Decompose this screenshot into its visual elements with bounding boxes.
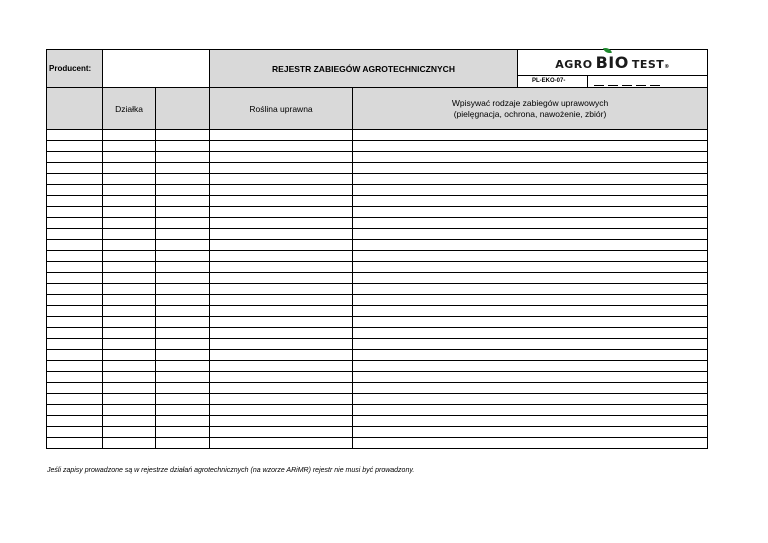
cell-crop[interactable]: [210, 174, 353, 185]
cell-treatment[interactable]: [353, 361, 708, 372]
cell-extra[interactable]: [156, 295, 210, 306]
table-row: [47, 130, 708, 141]
cell-date[interactable]: [47, 251, 103, 262]
cell-treatment[interactable]: [353, 240, 708, 251]
cell-date[interactable]: [47, 152, 103, 163]
table-row: [47, 218, 708, 229]
cell-plot[interactable]: [103, 372, 156, 383]
cell-treatment[interactable]: [353, 163, 708, 174]
cell-treatment[interactable]: [353, 295, 708, 306]
cell-extra[interactable]: [156, 427, 210, 438]
header-row: [47, 50, 708, 88]
cell-crop[interactable]: [210, 185, 353, 196]
cell-date[interactable]: [47, 185, 103, 196]
cell-date[interactable]: [47, 306, 103, 317]
register-table: [46, 49, 708, 449]
cell-extra[interactable]: [156, 185, 210, 196]
cell-treatment[interactable]: [353, 328, 708, 339]
cell-date[interactable]: [47, 339, 103, 350]
cell-extra[interactable]: [156, 383, 210, 394]
cell-crop[interactable]: [210, 328, 353, 339]
table-row: [47, 284, 708, 295]
cell-treatment[interactable]: [353, 207, 708, 218]
cell-treatment[interactable]: [353, 251, 708, 262]
cell-treatment[interactable]: [353, 273, 708, 284]
table-row: [47, 229, 708, 240]
producer-label: Producent:: [47, 50, 103, 88]
cell-extra[interactable]: [156, 284, 210, 295]
cell-extra[interactable]: [156, 218, 210, 229]
cell-crop[interactable]: [210, 427, 353, 438]
cell-plot[interactable]: [103, 394, 156, 405]
cell-treatment[interactable]: [353, 262, 708, 273]
cell-crop[interactable]: [210, 218, 353, 229]
cell-extra[interactable]: [156, 141, 210, 152]
cell-extra[interactable]: [156, 306, 210, 317]
table-row: [47, 350, 708, 361]
table-row: [47, 306, 708, 317]
cell-extra[interactable]: [156, 240, 210, 251]
cell-treatment[interactable]: [353, 306, 708, 317]
cell-crop[interactable]: [210, 141, 353, 152]
cell-plot[interactable]: [103, 251, 156, 262]
cell-plot[interactable]: [103, 350, 156, 361]
table-row: [47, 163, 708, 174]
cell-extra[interactable]: [156, 163, 210, 174]
register-form: [46, 49, 707, 449]
table-row: [47, 240, 708, 251]
cell-extra[interactable]: [156, 174, 210, 185]
table-row: [47, 196, 708, 207]
cell-treatment[interactable]: [353, 196, 708, 207]
cell-extra[interactable]: [156, 394, 210, 405]
cell-treatment[interactable]: [353, 284, 708, 295]
cell-date[interactable]: [47, 174, 103, 185]
table-row: [47, 174, 708, 185]
cell-treatment[interactable]: [353, 141, 708, 152]
column-header-plot: Działka: [103, 88, 156, 130]
cell-crop[interactable]: [210, 273, 353, 284]
table-row: [47, 372, 708, 383]
cell-plot[interactable]: [103, 240, 156, 251]
table-row: [47, 383, 708, 394]
cell-plot[interactable]: [103, 383, 156, 394]
cell-plot[interactable]: [103, 163, 156, 174]
logo-agro-text: AGRO: [555, 58, 593, 71]
cell-crop[interactable]: [210, 163, 353, 174]
cell-plot[interactable]: [103, 339, 156, 350]
cell-date[interactable]: [47, 262, 103, 273]
cell-plot[interactable]: [103, 284, 156, 295]
cell-date[interactable]: [47, 130, 103, 141]
cell-treatment[interactable]: [353, 372, 708, 383]
cell-crop[interactable]: [210, 251, 353, 262]
cell-extra[interactable]: [156, 251, 210, 262]
cell-extra[interactable]: [156, 416, 210, 427]
cell-date[interactable]: [47, 207, 103, 218]
cell-extra[interactable]: [156, 438, 210, 449]
table-row: [47, 317, 708, 328]
cell-crop[interactable]: [210, 416, 353, 427]
cell-date[interactable]: [47, 229, 103, 240]
cell-treatment[interactable]: [353, 185, 708, 196]
cell-crop[interactable]: [210, 130, 353, 141]
cell-date[interactable]: [47, 394, 103, 405]
cell-date[interactable]: [47, 196, 103, 207]
cell-plot[interactable]: [103, 427, 156, 438]
cell-extra[interactable]: [156, 361, 210, 372]
table-row: [47, 416, 708, 427]
cell-date[interactable]: [47, 383, 103, 394]
form-code: PL-EKO-07-: [532, 78, 566, 84]
cell-crop[interactable]: [210, 317, 353, 328]
register-title: REJESTR ZABIEGÓW AGROTECHNICZNYCH: [210, 50, 518, 88]
cell-treatment[interactable]: [353, 394, 708, 405]
table-row: [47, 262, 708, 273]
cell-extra[interactable]: [156, 328, 210, 339]
cell-extra[interactable]: [156, 229, 210, 240]
cell-treatment[interactable]: [353, 339, 708, 350]
form-code-blanks[interactable]: [587, 76, 707, 87]
logo-bio-text: BIO: [596, 53, 629, 72]
cell-crop[interactable]: [210, 262, 353, 273]
cell-plot[interactable]: [103, 141, 156, 152]
table-row: [47, 361, 708, 372]
column-header-crop: Roślina uprawna: [210, 88, 353, 130]
cell-crop[interactable]: [210, 405, 353, 416]
cell-crop[interactable]: [210, 207, 353, 218]
cell-plot[interactable]: [103, 207, 156, 218]
cell-plot[interactable]: [103, 174, 156, 185]
cell-date[interactable]: [47, 405, 103, 416]
column-header-blank: [47, 88, 103, 130]
table-row: [47, 273, 708, 284]
cell-date[interactable]: [47, 317, 103, 328]
logo-cell: [518, 50, 708, 88]
cell-extra[interactable]: [156, 262, 210, 273]
table-row: [47, 207, 708, 218]
cell-treatment[interactable]: [353, 317, 708, 328]
cell-extra[interactable]: [156, 350, 210, 361]
cell-plot[interactable]: [103, 405, 156, 416]
cell-treatment[interactable]: [353, 350, 708, 361]
cell-date[interactable]: [47, 218, 103, 229]
cell-date[interactable]: [47, 361, 103, 372]
table-row: [47, 438, 708, 449]
cell-crop[interactable]: [210, 350, 353, 361]
cell-treatment[interactable]: [353, 383, 708, 394]
cell-plot[interactable]: [103, 361, 156, 372]
cell-date[interactable]: [47, 416, 103, 427]
cell-plot[interactable]: [103, 438, 156, 449]
footnote: Jeśli zapisy prowadzone są w rejestrze działań agrotechnicznych (na wzorze ARiMR) rejestr nie musi być prowadzony.: [47, 467, 415, 474]
cell-plot[interactable]: [103, 229, 156, 240]
cell-date[interactable]: [47, 328, 103, 339]
cell-plot[interactable]: [103, 306, 156, 317]
cell-plot[interactable]: [103, 328, 156, 339]
table-row: [47, 185, 708, 196]
column-header-row: [47, 88, 708, 130]
agrobiotest-logo: [518, 50, 707, 76]
cell-extra[interactable]: [156, 405, 210, 416]
table-row: [47, 251, 708, 262]
cell-treatment[interactable]: [353, 130, 708, 141]
cell-treatment[interactable]: [353, 229, 708, 240]
column-header-blank-2: [156, 88, 210, 130]
cell-crop[interactable]: [210, 438, 353, 449]
cell-extra[interactable]: [156, 273, 210, 284]
logo-test-text: TEST: [631, 58, 665, 71]
cell-crop[interactable]: [210, 240, 353, 251]
cell-treatment[interactable]: [353, 152, 708, 163]
table-row: [47, 141, 708, 152]
cell-plot[interactable]: [103, 152, 156, 163]
cell-crop[interactable]: [210, 284, 353, 295]
cell-date[interactable]: [47, 295, 103, 306]
table-row: [47, 427, 708, 438]
cell-crop[interactable]: [210, 394, 353, 405]
table-row: [47, 394, 708, 405]
table-row: [47, 295, 708, 306]
cell-extra[interactable]: [156, 372, 210, 383]
table-row: [47, 405, 708, 416]
cell-date[interactable]: [47, 284, 103, 295]
cell-treatment[interactable]: [353, 416, 708, 427]
cell-crop[interactable]: [210, 229, 353, 240]
cell-extra[interactable]: [156, 317, 210, 328]
cell-treatment[interactable]: [353, 438, 708, 449]
cell-treatment[interactable]: [353, 174, 708, 185]
cell-plot[interactable]: [103, 416, 156, 427]
cell-crop[interactable]: [210, 383, 353, 394]
cell-extra[interactable]: [156, 207, 210, 218]
cell-crop[interactable]: [210, 196, 353, 207]
cell-crop[interactable]: [210, 306, 353, 317]
table-row: [47, 152, 708, 163]
cell-date[interactable]: [47, 372, 103, 383]
cell-crop[interactable]: [210, 372, 353, 383]
cell-date[interactable]: [47, 273, 103, 284]
table-row: [47, 339, 708, 350]
cell-plot[interactable]: [103, 262, 156, 273]
producer-field[interactable]: [103, 50, 210, 88]
cell-treatment[interactable]: [353, 427, 708, 438]
cell-crop[interactable]: [210, 361, 353, 372]
cell-extra[interactable]: [156, 130, 210, 141]
cell-date[interactable]: [47, 141, 103, 152]
cell-crop[interactable]: [210, 339, 353, 350]
cell-crop[interactable]: [210, 152, 353, 163]
cell-plot[interactable]: [103, 317, 156, 328]
registered-mark: ®: [664, 64, 670, 70]
cell-date[interactable]: [47, 438, 103, 449]
cell-treatment[interactable]: [353, 218, 708, 229]
cell-extra[interactable]: [156, 339, 210, 350]
cell-date[interactable]: [47, 427, 103, 438]
cell-extra[interactable]: [156, 196, 210, 207]
cell-date[interactable]: [47, 350, 103, 361]
cell-plot[interactable]: [103, 295, 156, 306]
cell-plot[interactable]: [103, 130, 156, 141]
column-header-treatments: Wpisywać rodzaje zabiegów uprawowych (pielęgnacja, ochrona, nawożenie, zbiór): [353, 88, 708, 130]
cell-treatment[interactable]: [353, 405, 708, 416]
cell-extra[interactable]: [156, 152, 210, 163]
cell-crop[interactable]: [210, 295, 353, 306]
cell-plot[interactable]: [103, 196, 156, 207]
cell-date[interactable]: [47, 163, 103, 174]
cell-plot[interactable]: [103, 185, 156, 196]
cell-plot[interactable]: [103, 273, 156, 284]
table-row: [47, 328, 708, 339]
cell-plot[interactable]: [103, 218, 156, 229]
cell-date[interactable]: [47, 240, 103, 251]
